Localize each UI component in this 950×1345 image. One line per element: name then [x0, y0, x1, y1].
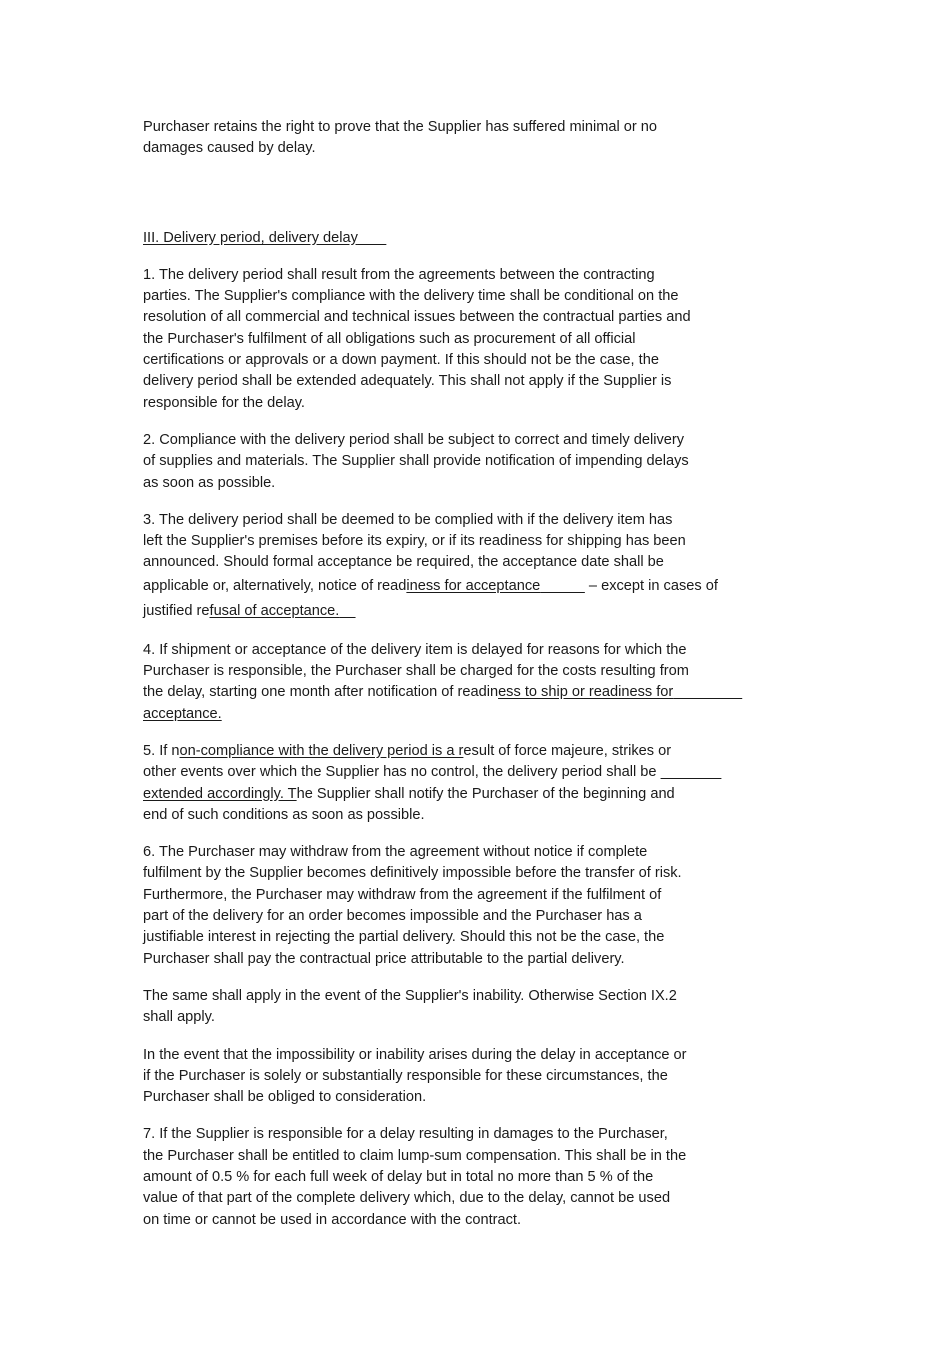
text-line [143, 741, 793, 762]
text-line [143, 762, 793, 783]
text-line: responsible for the delay. [143, 394, 305, 411]
text-line: certifications or approvals or a down payment. If this should not be the case, the [143, 352, 659, 369]
text-line: 7. If the Supplier is responsible for a delay resulting in damages to the Purchaser, [143, 1126, 668, 1143]
text-line: fulfilment by the Supplier becomes definitively impossible before the transfer of risk. [143, 865, 682, 882]
text-line: amount of 0.5 % for each full week of delay but in total no more than 5 % of the [143, 1168, 654, 1185]
paragraph-6 [143, 842, 793, 970]
text-line: the Purchaser shall be entitled to claim lump-sum compensation. This shall be in the [143, 1147, 687, 1164]
text-segment: justified re [143, 602, 210, 619]
text-line [143, 784, 793, 805]
text-segment: 5. If n [143, 742, 180, 759]
text-segment: – except in cases of [584, 577, 718, 594]
text-line: In the event that the impossibility or inability arises during the delay in acceptance or [143, 1046, 687, 1063]
text-line: Purchaser is responsible, the Purchaser shall be charged for the costs resulting from [143, 663, 689, 680]
intro-paragraph [143, 117, 793, 160]
text-segment: applicable or, alternatively, notice of read [143, 577, 407, 594]
paragraph-8 [143, 1045, 793, 1109]
underlined-segment: fusal of acceptance. [209, 602, 340, 619]
underline-filler [540, 578, 585, 594]
text-line: parties. The Supplier's compliance with the delivery time shall be conditional on the [143, 288, 679, 305]
underline-filler [339, 603, 355, 619]
text-line [143, 574, 793, 599]
text-line: 2. Compliance with the delivery period shall be subject to correct and timely delivery [143, 431, 685, 448]
underlined-segment: iness for acceptance [406, 577, 541, 594]
text-line [143, 682, 793, 703]
text-line: Purchaser shall pay the contractual price attributable to the partial delivery. [143, 950, 625, 967]
text-line: announced. Should formal acceptance be required, the acceptance date shall be [143, 554, 664, 571]
text-line: the Purchaser's fulfilment of all obligations such as procurement of all official [143, 330, 636, 347]
paragraph-9 [143, 1124, 793, 1230]
text-line: Furthermore, the Purchaser may withdraw from the agreement if the fulfilment of [143, 886, 662, 903]
text-segment: he Supplier shall notify the Purchaser of the beginning and [296, 785, 675, 802]
paragraph-4 [143, 640, 793, 725]
underlined-segment: extended accordingly. T [143, 785, 297, 802]
text-line: 1. The delivery period shall result from the agreements between the contracting [143, 266, 655, 283]
paragraph-7 [143, 986, 793, 1029]
text-line: end of such conditions as soon as possible. [143, 806, 425, 823]
text-line: shall apply. [143, 1009, 215, 1026]
text-segment: the delay, starting one month after notification of readin [143, 684, 499, 701]
underline-filler [673, 684, 742, 700]
text-line: justifiable interest in rejecting the partial delivery. Should this not be the case, the [143, 929, 665, 946]
text-line: value of that part of the complete delivery which, due to the delay, cannot be used [143, 1190, 671, 1207]
text-line: 6. The Purchaser may withdraw from the agreement without notice if complete [143, 844, 648, 861]
underline-filler [358, 230, 386, 246]
text-line: delivery period shall be extended adequately. This shall not apply if the Supplier is [143, 373, 672, 390]
underlined-segment: ess to ship or readiness for [498, 684, 674, 701]
section-heading-text: III. Delivery period, delivery delay [143, 229, 358, 246]
text-line: resolution of all commercial and technical issues between the contractual parties and [143, 309, 691, 326]
text-line: as soon as possible. [143, 474, 276, 491]
spacer [143, 176, 793, 228]
paragraph-2 [143, 430, 793, 494]
text-line: left the Supplier's premises before its expiry, or if its readiness for shipping has been [143, 533, 686, 550]
text-line: on time or cannot be used in accordance with the contract. [143, 1211, 522, 1228]
paragraph-3 [143, 510, 793, 624]
underlined-segment: acceptance. [143, 705, 222, 722]
text-line: The same shall apply in the event of the Supplier's inability. Otherwise Section IX.2 [143, 987, 677, 1004]
section-heading [143, 228, 793, 249]
text-line: Purchaser retains the right to prove that the Supplier has suffered minimal or no [143, 119, 658, 135]
underlined-segment: on-compliance with the delivery period is a r [179, 742, 464, 759]
text-segment: esult of force majeure, strikes or [463, 742, 672, 759]
text-line: damages caused by delay. [143, 140, 316, 157]
paragraph-5 [143, 741, 793, 826]
text-segment: other events over which the Supplier has no control, the delivery period shall be [143, 764, 657, 781]
text-line [143, 704, 793, 725]
text-line: part of the delivery for an order becomes impossible and the Purchaser has a [143, 908, 642, 925]
text-line: 4. If shipment or acceptance of the delivery item is delayed for reasons for which the [143, 641, 687, 658]
underline-filler [661, 764, 722, 780]
document-page [143, 117, 793, 1247]
paragraph-1 [143, 265, 793, 414]
text-line: if the Purchaser is solely or substantially responsible for these circumstances, the [143, 1067, 668, 1084]
text-line [143, 599, 793, 624]
text-line: of supplies and materials. The Supplier shall provide notification of impending delays [143, 453, 689, 470]
text-line: 3. The delivery period shall be deemed to be complied with if the delivery item has [143, 511, 673, 528]
text-line: Purchaser shall be obliged to consideration. [143, 1089, 427, 1106]
